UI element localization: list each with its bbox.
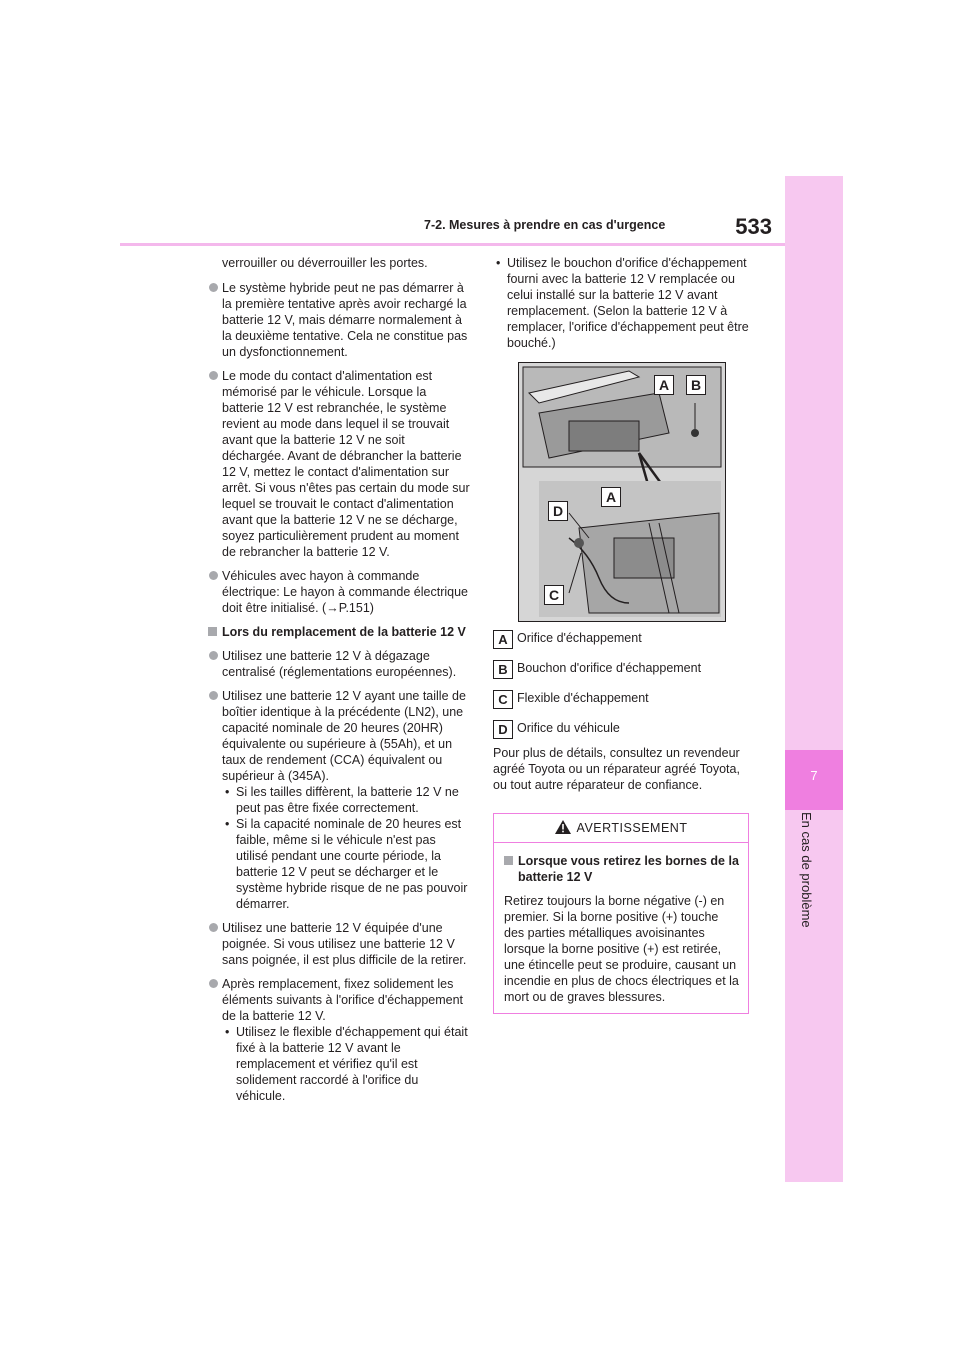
- figure-label-c: C: [544, 585, 564, 605]
- warning-text: Retirez toujours la borne négative (-) en premier. Si la borne positive (+) touche des parties métalliques avoisinantes lorsque la borne positive (+) est retirée, une étincelle peut se produire, causant un incendie en plus de chocs électriques et la mort ou de graves blessures.: [504, 894, 739, 1004]
- bullet-dot-icon: [209, 691, 218, 700]
- sub-item: • Si les tailles diffèrent, la batterie 12 V ne peut pas être fixée correctement.: [225, 785, 459, 815]
- bullet-dot-icon: [209, 283, 218, 292]
- bullet-item: [208, 648, 470, 680]
- legend-item: [493, 630, 755, 647]
- sub-item: • Utilisez le bouchon d'orifice d'échappement fourni avec la batterie 12 V remplacée ou celui installé sur la batterie 12 V avant remplacement. (Selon la batterie 12 V à remplacer, l'orifice d'échappement peut être bouché.): [496, 256, 749, 350]
- warning-heading: [504, 853, 740, 885]
- warning-box: [493, 813, 749, 1014]
- battery-illustration: [518, 362, 726, 622]
- square-bullet-icon: [208, 627, 217, 636]
- bullet-text: Après remplacement, fixez solidement les éléments suivants à l'orifice d'échappement de la batterie 12 V.: [222, 977, 464, 1023]
- chapter-side-tab: [785, 176, 843, 1182]
- bullet-item: [208, 688, 470, 784]
- section-heading: [208, 624, 470, 640]
- battery-drawing: [519, 363, 725, 621]
- bullet-text: Utilisez une batterie 12 V à dégazage centralisé (réglementations européennes).: [222, 649, 457, 679]
- warning-triangle-icon: [555, 820, 571, 834]
- legend-key: D: [493, 720, 513, 739]
- sub-text: Utilisez le flexible d'échappement qui était fixé à la batterie 12 V avant le remplacement et vérifiez qu'il est solidement raccordé à l'orifice du véhicule.: [236, 1025, 468, 1103]
- chapter-number: 7: [810, 768, 818, 783]
- figure-label-a-bottom: A: [601, 487, 621, 507]
- left-column: [208, 255, 470, 1104]
- sub-text: Si les tailles diffèrent, la batterie 12 V ne peut pas être fixée correctement.: [236, 785, 459, 815]
- legend-key: B: [493, 660, 513, 679]
- bullet-text: Le mode du contact d'alimentation est mémorisé par le véhicule. Lorsque la batterie 12 V est rebranchée, le système revient au mode dans lequel il se trouvait avant que la batterie 12 V ne soit déchargée. Avant de débrancher la batterie 12 V, mettez le contact d'alimentation sur arrêt. Si vous n'êtes pas certain du mode sur lequel se trouvait le contact d'alimentation avant que la batterie 12 V ne se décharge, soyez particulièrement prudent au moment de rebrancher la batterie 12 V.: [222, 369, 470, 559]
- sub-item: • Utilisez le flexible d'échappement qui était fixé à la batterie 12 V avant le remplacement et vérifiez qu'il est solidement raccordé à l'orifice du véhicule.: [225, 1025, 468, 1103]
- bullet-dot-icon: [209, 979, 218, 988]
- bullet-dot-icon: [209, 571, 218, 580]
- bullet-text: Véhicules avec hayon à commande électrique: Le hayon à commande électrique doit être initialisé. (→P.151): [222, 569, 468, 615]
- bullet-text: Utilisez une batterie 12 V équipée d'une poignée. Si vous utilisez une batterie 12 V sans poignée, il est plus difficile de la retirer.: [222, 921, 467, 967]
- right-column: [493, 255, 755, 1014]
- bullet-item: [208, 568, 470, 616]
- warning-body: [494, 843, 748, 1013]
- figure-label-b: B: [686, 375, 706, 395]
- bullet-dot-icon: [209, 371, 218, 380]
- legend-text: Bouchon d'orifice d'échappement: [517, 661, 702, 675]
- figure-label-d: D: [548, 501, 568, 521]
- legend-item: [493, 690, 755, 707]
- bullet-item: [208, 976, 470, 1024]
- warning-heading-text: Lorsque vous retirez les bornes de la batterie 12 V: [518, 854, 739, 884]
- legend-item: [493, 720, 755, 737]
- closing-text: Pour plus de détails, consultez un revendeur agréé Toyota ou un réparateur agréé Toyota, ou tout autre réparateur de confiance.: [493, 746, 740, 792]
- chapter-label: En cas de problème: [799, 812, 814, 928]
- bullet-item: [208, 920, 470, 968]
- bullet-text: Utilisez une batterie 12 V ayant une taille de boîtier identique à la précédente (LN2), une capacité nominale de 20 heures (20HR) équivalente ou supérieure à (55Ah), et un taux de rendement (CCA) équivalent ou supérieur à (345A).: [222, 689, 466, 783]
- header-rule: [120, 243, 785, 246]
- sub-text: Utilisez le bouchon d'orifice d'échappement fourni avec la batterie 12 V remplacée ou celui installé sur la batterie 12 V avant remplacement. (Selon la batterie 12 V à remplacer, l'orifice d'échappement peut être bouché.): [507, 256, 749, 350]
- intro-text: verrouiller ou déverrouiller les portes.: [222, 256, 428, 270]
- legend-item: [493, 660, 755, 677]
- legend-text: Flexible d'échappement: [517, 691, 649, 705]
- bullet-dot-icon: [209, 651, 218, 660]
- section-title: 7-2. Mesures à prendre en cas d'urgence: [424, 218, 666, 232]
- figure-label-a-top: A: [654, 375, 674, 395]
- warning-header: [494, 814, 748, 843]
- warning-title: AVERTISSEMENT: [576, 821, 688, 835]
- bullet-dot-icon: [209, 923, 218, 932]
- sub-list: [208, 784, 470, 912]
- legend-key: C: [493, 690, 513, 709]
- square-bullet-icon: [504, 856, 513, 865]
- page-number: 533: [735, 214, 772, 239]
- sub-text: Si la capacité nominale de 20 heures est faible, même si le véhicule n'est pas utilisé pendant une courte période, la batterie 12 V peut se décharger et le système hybride risque de ne pas pouvoir démarrer.: [236, 817, 468, 911]
- heading-text: Lors du remplacement de la batterie 12 V: [222, 625, 466, 639]
- bullet-item: [208, 280, 470, 360]
- legend-key: A: [493, 630, 513, 649]
- bullet-item: [208, 368, 470, 560]
- bullet-text: Le système hybride peut ne pas démarrer à la première tentative après avoir rechargé la batterie 12 V, mais démarre normalement à la deuxième tentative. Cela ne constitue pas un dysfonctionnement.: [222, 281, 468, 359]
- legend-text: Orifice d'échappement: [517, 631, 642, 645]
- legend-text: Orifice du véhicule: [517, 721, 620, 735]
- sub-item: • Si la capacité nominale de 20 heures est faible, même si le véhicule n'est pas utilisé pendant une courte période, la batterie 12 V peut se décharger et le système hybride risque de ne pas pouvoir démarrer.: [225, 817, 468, 911]
